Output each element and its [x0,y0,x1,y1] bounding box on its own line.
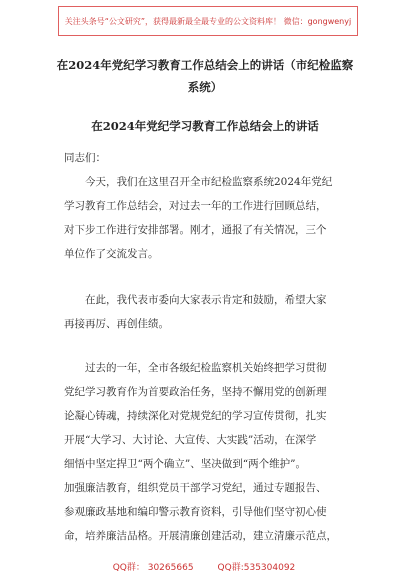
paragraph-1-line-1: 今天，我们在这里召开全市纪检监察系统2024年党纪 [85,176,333,188]
footer-qq-group-2: QQ群:535304092 [217,563,296,573]
promo-banner-text: 关注头条号“公文研究”，获得最新最全最专业的公文资料库！ 微信：gongwenyj [64,16,352,26]
paragraph-3-line-5: 细悟中坚定捍卫“两个确立”、坚决做到“两个维护”。 [64,458,306,470]
document-title [50,54,360,98]
paragraph-3-line-3: 论凝心铸魂，持续深化对党规党纪的学习宣传贯彻，扎实 [64,410,327,422]
speech-heading: 在2024年党纪学习教育工作总结会上的讲话 [91,119,319,133]
paragraph-2 [64,288,342,336]
promo-banner [58,6,358,36]
document-title-line-2: 系统） [187,80,223,94]
paragraph-1-line-4: 单位作了交流发言。 [64,248,159,260]
document-title-line-1: 在2024年党纪学习教育工作总结会上的讲话（市纪检监察 [56,58,354,72]
footer-qq-group-1: QQ群： 30265665 [112,563,194,573]
paragraph-3-line-6: 加强廉洁教育，组织党员干部学习党纪，通过专题报告、 [64,482,327,494]
paragraph-3-line-7: 参观廉政基地和编印警示教育资料，引导他们坚守初心使 [64,506,327,518]
paragraph-3-line-8: 命，培养廉洁品格。开展清廉创建活动，建立清廉示范点， [64,530,337,542]
paragraph-2-line-1: 在此，我代表市委向大家表示肯定和鼓励，希望大家 [85,294,327,306]
paragraph-1 [64,170,342,266]
paragraph-3 [64,356,342,548]
paragraph-3-line-2: 党纪学习教育作为首要政治任务，坚持不懈用党的创新理 [64,386,327,398]
paragraph-3-line-4: 开展“大学习、大讨论、大宣传、大实践”活动，在深学 [64,434,317,446]
paragraph-1-line-3: 对下步工作进行安排部署。刚才，通报了有关情况，三个 [64,224,327,236]
greeting [64,146,342,170]
footer-contact [0,560,408,576]
paragraph-1-line-2: 学习教育工作总结会，对过去一年的工作进行回顾总结， [64,200,327,212]
paragraph-2-line-2: 再接再厉、再创佳绩。 [64,318,169,330]
paragraph-3-line-1: 过去的一年，全市各级纪检监察机关始终把学习贯彻 [85,362,327,374]
greeting-text: 同志们： [64,152,106,164]
